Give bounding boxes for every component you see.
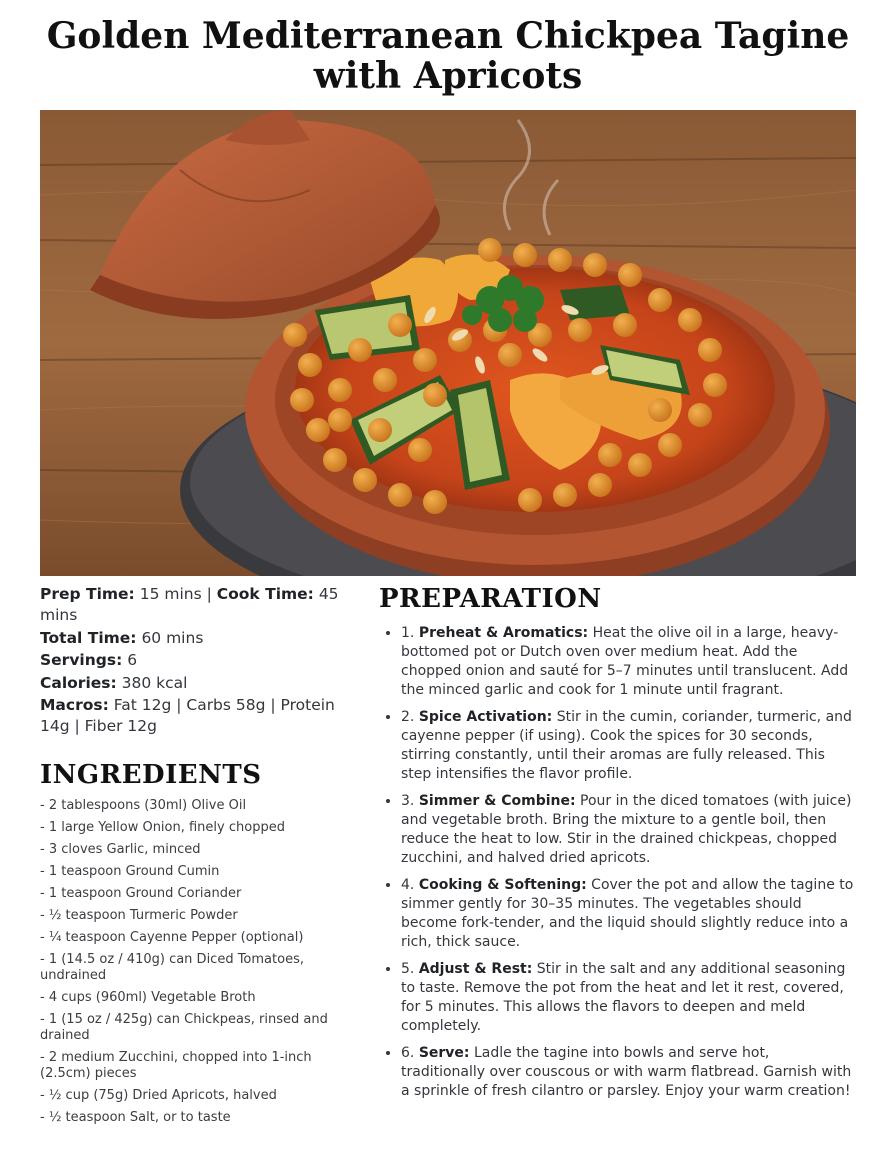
ingredient-item: - ¼ teaspoon Cayenne Pepper (optional) <box>40 930 304 945</box>
ingredient-item: - ½ teaspoon Salt, or to taste <box>40 1110 231 1125</box>
step-text: Ladle the tagine into bowls and serve hot, traditionally over couscous or with warm flatbread. Garnish with a sprinkle of fresh cilantro or parsley. Enjoy your warm creation! <box>401 1045 852 1099</box>
step-number: 1. <box>401 625 415 641</box>
step-number: 5. <box>401 961 415 977</box>
step-title: Preheat & Aromatics: <box>418 625 589 641</box>
ingredient-item: - 2 tablespoons (30ml) Olive Oil <box>40 798 247 813</box>
preparation-steps <box>379 624 857 1109</box>
ingredient-item: - 1 teaspoon Ground Coriander <box>40 886 242 901</box>
step-item <box>401 708 857 784</box>
step-title: Serve: <box>418 1045 470 1061</box>
calories-label: Calories: <box>40 673 117 692</box>
step-text: Stir in the salt and any additional seasoning to taste. Remove the pot from the heat and let it rest, covered, for 5 minutes. This allows the flavors to deepen and meld completely. <box>401 961 846 1034</box>
step-title: Spice Activation: <box>418 709 553 725</box>
step-title: Simmer & Combine: <box>418 793 576 809</box>
preparation-heading: PREPARATION <box>379 584 602 614</box>
calories-line <box>40 673 356 694</box>
total-value: 60 mins <box>141 628 204 647</box>
recipe-title: Golden Mediterranean Chickpea Tagine with Apricots <box>46 15 850 97</box>
macros-value: Fat 12g | Carbs 58g | Protein 14g | Fiber 12g <box>40 696 335 735</box>
step-item <box>401 960 857 1036</box>
macros-label: Macros: <box>40 696 109 714</box>
step-text: Stir in the cumin, coriander, turmeric, and cayenne pepper (if using). Cook the spices for 30 seconds, stirring constantly, until their aromas are fully released. This step intensifies the flavor profile. <box>401 709 852 782</box>
step-number: 4. <box>401 877 415 893</box>
step-number: 2. <box>401 709 415 725</box>
ingredient-item: - 3 cloves Garlic, minced <box>40 842 201 857</box>
separator: | <box>201 585 217 603</box>
ingredients-list <box>40 798 360 1132</box>
ingredient-item: - 1 (15 oz / 425g) can Chickpeas, rinsed and drained <box>40 1012 328 1043</box>
ingredient-item: - ½ cup (75g) Dried Apricots, halved <box>40 1088 277 1103</box>
recipe-photo <box>40 110 856 576</box>
ingredient-item: - 1 (14.5 oz / 410g) can Diced Tomatoes, undrained <box>40 952 304 983</box>
servings-label: Servings: <box>40 651 123 669</box>
step-item <box>401 624 857 700</box>
step-text: Cover the pot and allow the tagine to simmer gently for 30–35 minutes. The vegetables should become fork-tender, and the liquid should slightly reduce into a rich, thick sauce. <box>401 877 854 950</box>
recipe-meta <box>40 584 356 739</box>
cook-label: Cook Time: <box>216 585 314 603</box>
step-text: Pour in the diced tomatoes (with juice) and vegetable broth. Bring the mixture to a gentle boil, then reduce the heat to low. Stir in the drained chickpeas, chopped zucchini, and halved dried apricots. <box>401 793 852 866</box>
ingredient-item: - 2 medium Zucchini, chopped into 1-inch (2.5cm) pieces <box>40 1050 312 1081</box>
total-line <box>40 628 356 649</box>
ingredient-item: - ½ teaspoon Turmeric Powder <box>40 908 238 923</box>
step-text: Heat the olive oil in a large, heavy-bottomed pot or Dutch oven over medium heat. Add the chopped onion and sauté for 5–7 minutes until translucent. Add the minced garlic and cook for 1 minute until fragrant. <box>401 625 849 698</box>
step-number: 3. <box>401 793 415 809</box>
prep-value: 15 mins <box>139 585 202 603</box>
servings-line <box>40 650 356 671</box>
step-number: 6. <box>401 1045 415 1061</box>
ingredient-item: - 4 cups (960ml) Vegetable Broth <box>40 990 256 1005</box>
ingredient-item: - 1 large Yellow Onion, finely chopped <box>40 820 285 835</box>
calories-value: 380 kcal <box>121 673 188 692</box>
cook-value: 45 mins <box>40 585 339 624</box>
step-title: Cooking & Softening: <box>418 877 587 893</box>
servings-value: 6 <box>127 651 138 669</box>
step-item <box>401 876 857 952</box>
macros-line <box>40 695 356 737</box>
total-label: Total Time: <box>40 628 137 647</box>
step-title: Adjust & Rest: <box>418 961 533 977</box>
step-item <box>401 1044 857 1101</box>
time-line <box>40 584 356 626</box>
ingredient-item: - 1 teaspoon Ground Cumin <box>40 864 220 879</box>
ingredients-heading: INGREDIENTS <box>40 760 262 790</box>
step-item <box>401 792 857 868</box>
prep-label: Prep Time: <box>40 585 135 603</box>
